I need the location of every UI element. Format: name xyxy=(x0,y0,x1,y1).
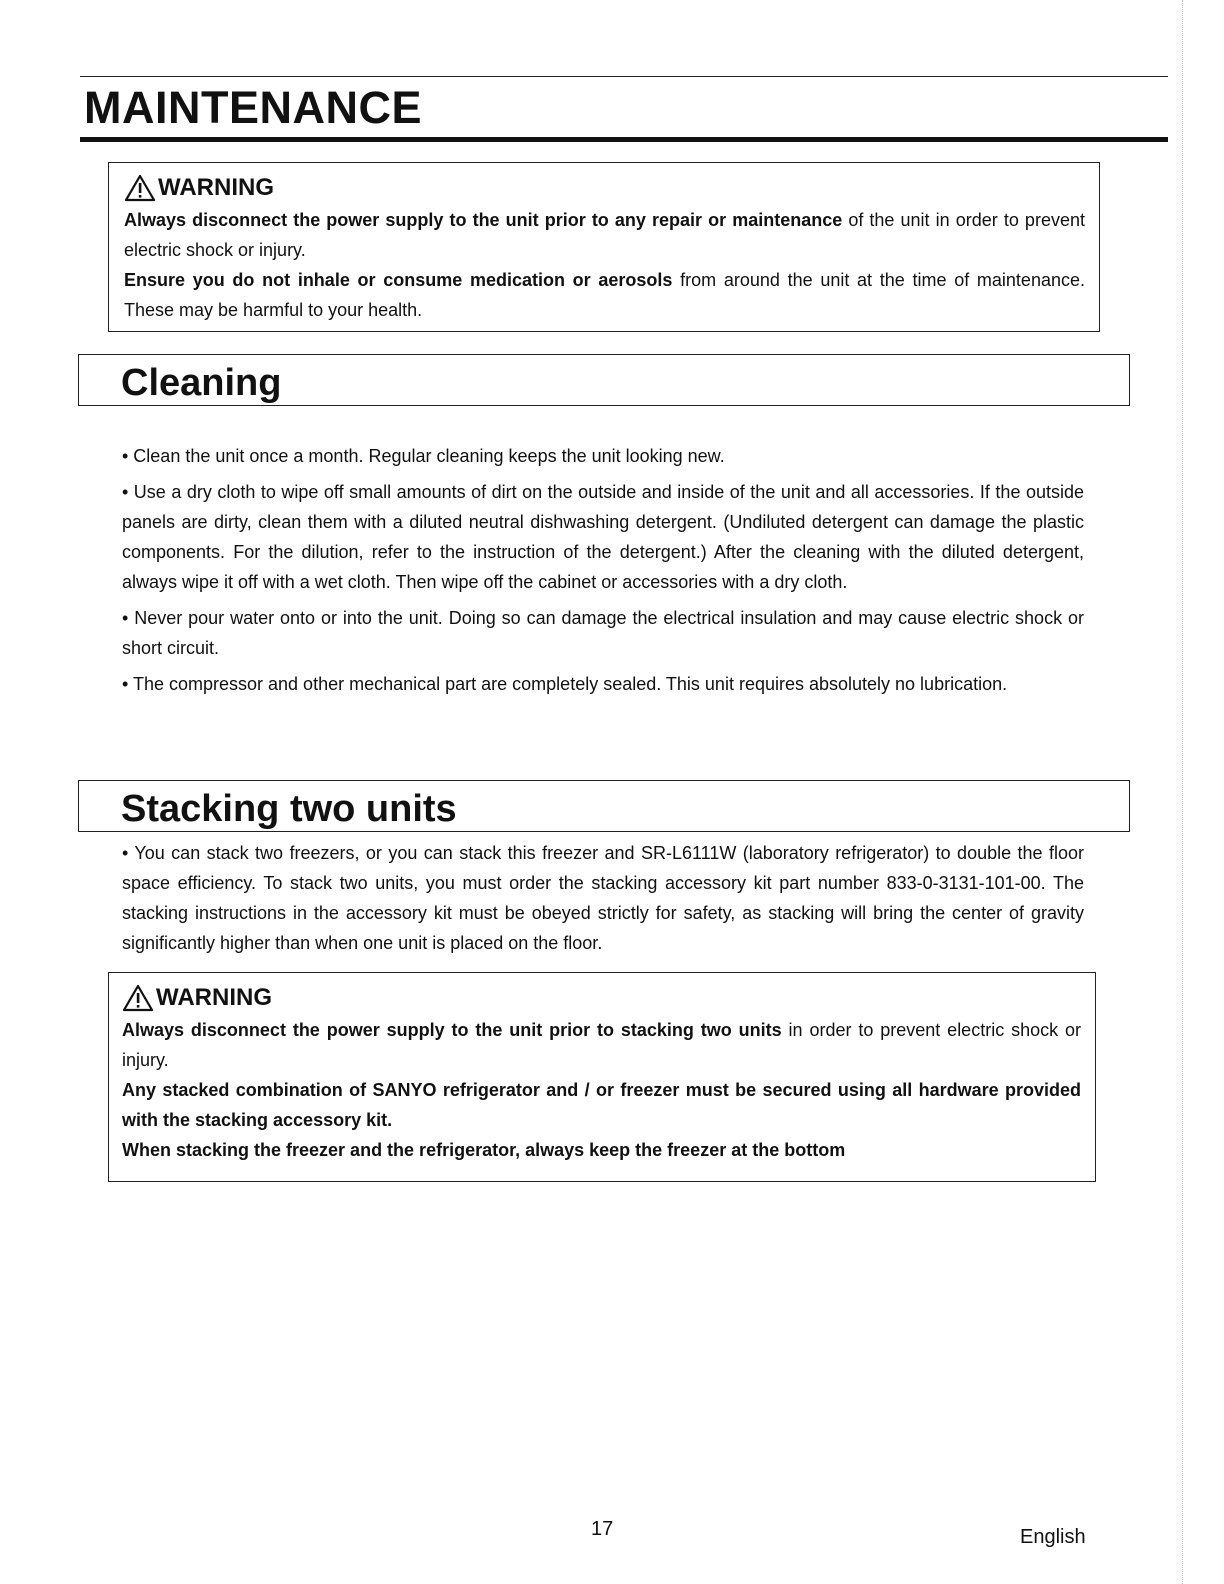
warning-triangle-icon xyxy=(124,174,156,202)
cleaning-bullet: • Use a dry cloth to wipe off small amounts of dirt on the outside and inside of the unit and all accessories. If the outside panels are dirty, clean them with a diluted neutral dishwashing detergent. (Undiluted detergent can damage the plastic components. For the dilution, refer to the instruction of the detergent.) After the cleaning with the diluted detergent, always wipe it off with a wet cloth. Then wipe off the cabinet or accessories with a dry cloth. xyxy=(122,482,1084,592)
page-title: MAINTENANCE xyxy=(84,82,422,133)
cleaning-bullet: • The compressor and other mechanical part are completely sealed. This unit requires absolutely no lubrication. xyxy=(122,674,1008,694)
section-header-stacking xyxy=(78,780,1130,832)
warning-heading xyxy=(122,983,1081,1013)
warning-heading xyxy=(124,173,1085,203)
warning-text-disconnect xyxy=(124,205,1085,265)
stacking-body xyxy=(122,838,1084,964)
warning-title: WARNING xyxy=(158,174,274,201)
cleaning-body xyxy=(122,441,1084,705)
warning-normal-text: in order to prevent electric shock or injury. xyxy=(122,1020,1081,1070)
warning-normal-text: from around the unit at the time of maintenance. These may be harmful to your health. xyxy=(124,270,1085,320)
warning-text-stacking-disconnect xyxy=(122,1015,1081,1075)
warning-bold-text: Always disconnect the power supply to the unit prior to stacking two units xyxy=(122,1020,782,1040)
warning-text-hardware: Any stacked combination of SANYO refrigerator and / or freezer must be secured using all hardware provided with the stacking accessory kit. xyxy=(122,1080,1081,1130)
warning-triangle-icon xyxy=(122,984,154,1012)
page-number: 17 xyxy=(591,1518,614,1540)
warning-normal-text: of the unit in order to prevent electric shock or injury. xyxy=(124,210,1085,260)
footer-language: English xyxy=(1020,1526,1086,1548)
scan-edge-line xyxy=(1182,0,1183,1584)
warning-bold-text: Always disconnect the power supply to the unit prior to any repair or maintenance xyxy=(124,210,843,230)
title-underline xyxy=(80,137,1168,142)
cleaning-bullet: • Never pour water onto or into the unit. Doing so can damage the electrical insulation and may cause electric shock or short circuit. xyxy=(122,608,1084,658)
cleaning-bullet: • Clean the unit once a month. Regular cleaning keeps the unit looking new. xyxy=(122,446,725,466)
section-title-cleaning: Cleaning xyxy=(121,362,282,404)
warning-title: WARNING xyxy=(156,984,272,1011)
section-header-cleaning xyxy=(78,354,1130,406)
warning-text-aerosols xyxy=(124,265,1085,325)
stacking-text: • You can stack two freezers, or you can stack this freezer and SR-L6111W (laboratory refrigerator) to double the floor space efficiency. To stack two units, you must order the stacking accessory kit part number 833-0-3131-101-00. The stacking instructions in the accessory kit must be obeyed strictly for safety, as stacking will bring the center of gravity significantly higher than when one unit is placed on the floor. xyxy=(122,843,1084,953)
warning-box-maintenance xyxy=(108,162,1100,332)
warning-box-stacking xyxy=(108,972,1096,1182)
section-title-stacking: Stacking two units xyxy=(121,788,457,830)
warning-text-freezer-bottom: When stacking the freezer and the refrigerator, always keep the freezer at the bottom xyxy=(122,1140,846,1160)
top-rule xyxy=(80,76,1168,77)
warning-bold-text: Ensure you do not inhale or consume medication or aerosols xyxy=(124,270,673,290)
